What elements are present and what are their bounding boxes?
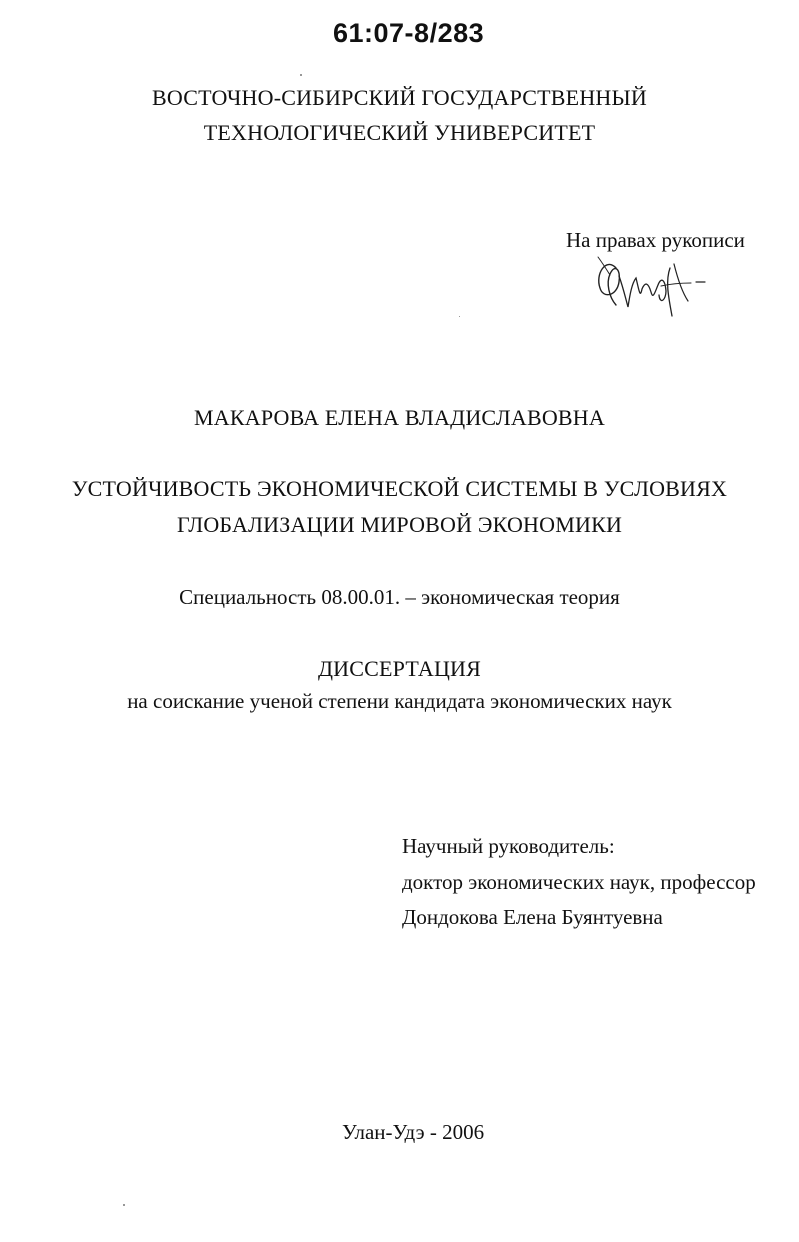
supervisor-name: Дондокова Елена Буянтуевна — [402, 905, 663, 929]
catalog-code: 61:07-8/283 — [333, 18, 485, 48]
dissertation-title-line-2: ГЛОБАЛИЗАЦИИ МИРОВОЙ ЭКОНОМИКИ — [176, 512, 623, 537]
place-year: Улан-Удэ - 2006 — [342, 1120, 485, 1144]
supervisor-degree: доктор экономических наук, профессор — [402, 870, 756, 894]
specialty-text: Специальность 08.00.01. – экономическая теория — [179, 585, 620, 609]
author-name: МАКАРОВА ЕЛЕНА ВЛАДИСЛАВОВНА — [194, 405, 605, 430]
paper-speck — [123, 1204, 125, 1206]
paper-speck — [300, 74, 302, 76]
degree-text: на соискание ученой степени кандидата экономических наук — [127, 689, 672, 713]
dissertation-title-line-1: УСТОЙЧИВОСТЬ ЭКОНОМИЧЕСКОЙ СИСТЕМЫ В УСЛОВИЯХ — [71, 476, 728, 501]
work-type: ДИССЕРТАЦИЯ — [317, 656, 482, 681]
university-line-1: ВОСТОЧНО-СИБИРСКИЙ ГОСУДАРСТВЕННЫЙ — [152, 85, 647, 110]
university-line-2: ТЕХНОЛОГИЧЕСКИЙ УНИВЕРСИТЕТ — [203, 120, 596, 145]
supervisor-label: Научный руководитель: — [402, 834, 615, 858]
paper-speck — [459, 316, 460, 317]
signature-image — [588, 252, 708, 322]
manuscript-note: На правах рукописи — [566, 228, 745, 252]
